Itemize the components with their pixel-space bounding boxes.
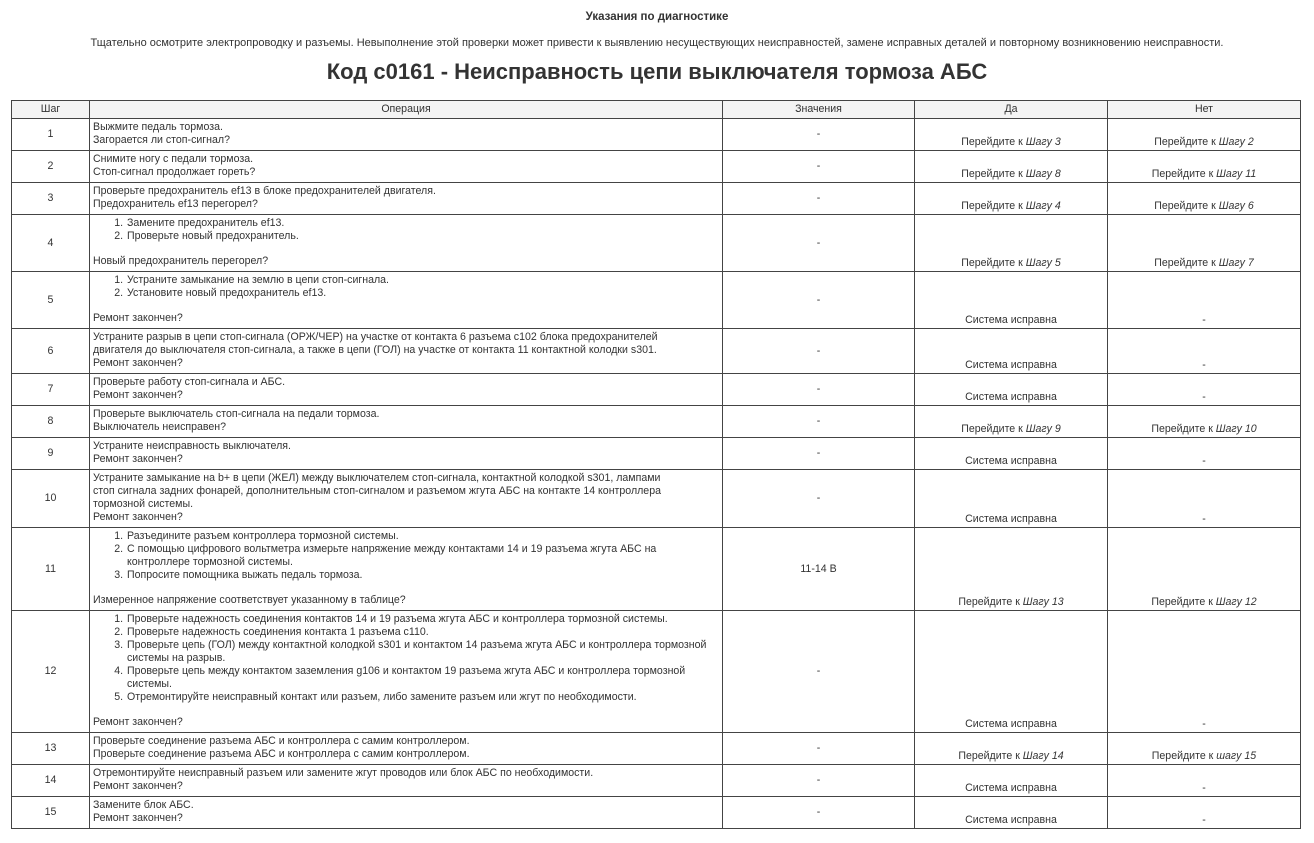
operation-line: Отремонтируйте неисправный разъем или замените жгут проводов или блок АБС по необходимости.: [93, 767, 594, 779]
value-cell: -: [723, 215, 915, 272]
yes-cell: Система исправна: [915, 611, 1108, 733]
operation-cell: [90, 765, 723, 797]
value-cell: -: [723, 733, 915, 765]
yes-cell: Система исправна: [915, 765, 1108, 797]
operation-list-item: 3. Попросите помощника выжать педаль тормоза.: [126, 569, 719, 582]
table-row: [12, 797, 1301, 829]
no-goto-label: Перейдите к: [1154, 136, 1219, 148]
no-goto-step-link[interactable]: Шагу 6: [1218, 200, 1254, 212]
step-number: 5: [12, 272, 90, 329]
step-number: 15: [12, 797, 90, 829]
operation-cell: [90, 215, 723, 272]
operation-question: Ремонт закончен?: [93, 312, 183, 324]
column-header-yes: Да: [915, 101, 1108, 119]
table-row: [12, 151, 1301, 183]
yes-goto-step-link[interactable]: Шагу 3: [1025, 136, 1061, 148]
page-title: Код c0161 - Неисправность цепи выключателя тормоза АБС: [326, 59, 988, 84]
value-cell: -: [723, 765, 915, 797]
table-row: [12, 272, 1301, 329]
operation-line: Устраните неисправность выключателя.: [93, 440, 291, 452]
no-cell: -: [1108, 470, 1301, 528]
operation-line: Ремонт закончен?: [93, 511, 183, 523]
value-cell: -: [723, 611, 915, 733]
yes-cell: Система исправна: [915, 272, 1108, 329]
yes-cell: [915, 528, 1108, 611]
operation-cell: [90, 151, 723, 183]
operation-line: Проверьте соединение разъема АБС и контроллера с самим контроллером.: [93, 748, 470, 760]
table-row: [12, 765, 1301, 797]
yes-goto-label: Перейдите к: [958, 596, 1023, 608]
step-number: 1: [12, 119, 90, 151]
yes-goto-label: Перейдите к: [961, 257, 1026, 269]
table-header-row: [12, 101, 1301, 119]
step-number: 7: [12, 374, 90, 406]
table-row: [12, 528, 1301, 611]
no-cell: -: [1108, 765, 1301, 797]
value-cell: -: [723, 272, 915, 329]
operation-line: Ремонт закончен?: [93, 357, 183, 369]
step-number: 2: [12, 151, 90, 183]
operation-cell: [90, 733, 723, 765]
step-number: 10: [12, 470, 90, 528]
operation-list-item: 1. Разъедините разъем контроллера тормозной системы.: [126, 530, 719, 543]
operation-steps-list: [93, 530, 719, 582]
yes-cell: [915, 183, 1108, 215]
no-cell: [1108, 119, 1301, 151]
operation-cell: [90, 183, 723, 215]
operation-list-item: 2. Проверьте надежность соединения контакта 1 разъема c110.: [126, 626, 719, 639]
operation-line: Устраните замыкание на b+ в цепи (ЖЕЛ) между выключателем стоп-сигнала, контактной колодкой s301, лампами: [93, 472, 661, 484]
no-goto-step-link[interactable]: Шагу 7: [1218, 257, 1254, 269]
operation-list-item: 4. Проверьте цепь между контактом заземления g106 и контактом 19 разъема жгута АБС и контроллера тормозной системы.: [126, 665, 719, 691]
no-cell: [1108, 406, 1301, 438]
yes-goto-step-link[interactable]: Шагу 13: [1022, 596, 1064, 608]
no-cell: -: [1108, 611, 1301, 733]
yes-cell: [915, 733, 1108, 765]
step-number: 3: [12, 183, 90, 215]
value-cell: -: [723, 438, 915, 470]
operation-list-item: 5. Отремонтируйте неисправный контакт или разъем, либо замените разъем или жгут по необходимости.: [126, 691, 719, 704]
step-number: 6: [12, 329, 90, 374]
operation-line: Проверьте соединение разъема АБС и контроллера с самим контроллером.: [93, 735, 470, 747]
yes-cell: Система исправна: [915, 797, 1108, 829]
table-row: [12, 438, 1301, 470]
operation-line: Снимите ногу с педали тормоза.: [93, 153, 254, 165]
no-goto-step-link[interactable]: Шагу 12: [1215, 596, 1257, 608]
operation-cell: [90, 329, 723, 374]
operation-cell: [90, 406, 723, 438]
table-row: [12, 406, 1301, 438]
yes-goto-label: Перейдите к: [958, 750, 1023, 762]
no-cell: -: [1108, 374, 1301, 406]
yes-cell: [915, 119, 1108, 151]
no-cell: -: [1108, 438, 1301, 470]
table-row: [12, 374, 1301, 406]
operation-line: Выключатель неисправен?: [93, 421, 227, 433]
value-cell: -: [723, 406, 915, 438]
column-header-no: Нет: [1108, 101, 1301, 119]
no-goto-label: Перейдите к: [1151, 596, 1216, 608]
no-cell: -: [1108, 272, 1301, 329]
operation-line: Ремонт закончен?: [93, 453, 183, 465]
yes-goto-step-link[interactable]: Шагу 8: [1025, 168, 1061, 180]
table-row: [12, 215, 1301, 272]
operation-line: Устраните разрыв в цепи стоп-сигнала (ОРЖ/ЧЕР) на участке от контакта 6 разъема c102 блока предохранителей: [93, 331, 658, 343]
operation-cell: [90, 470, 723, 528]
no-cell: -: [1108, 797, 1301, 829]
yes-cell: Система исправна: [915, 470, 1108, 528]
no-goto-step-link[interactable]: Шагу 11: [1216, 168, 1257, 180]
operation-line: Загорается ли стоп-сигнал?: [93, 134, 230, 146]
step-number: 11: [12, 528, 90, 611]
value-cell: -: [723, 119, 915, 151]
no-goto-step-link[interactable]: Шагу 2: [1218, 136, 1254, 148]
value-cell: 11-14 В: [723, 528, 915, 611]
yes-goto-label: Перейдите к: [961, 200, 1026, 212]
operation-steps-list: [93, 217, 719, 243]
no-goto-label: Перейдите к: [1151, 750, 1217, 762]
step-number: 8: [12, 406, 90, 438]
no-cell: [1108, 733, 1301, 765]
value-cell: -: [723, 374, 915, 406]
operation-line: Проверьте выключатель стоп-сигнала на педали тормоза.: [93, 408, 380, 420]
value-cell: -: [723, 329, 915, 374]
no-cell: [1108, 528, 1301, 611]
operation-cell: [90, 119, 723, 151]
step-number: 12: [12, 611, 90, 733]
no-goto-label: Перейдите к: [1154, 257, 1219, 269]
operation-list-item: 1. Устраните замыкание на землю в цепи стоп-сигнала.: [126, 274, 719, 287]
step-number: 14: [12, 765, 90, 797]
operation-cell: [90, 528, 723, 611]
no-goto-label: Перейдите к: [1151, 168, 1217, 180]
operation-cell: [90, 272, 723, 329]
operation-line: Ремонт закончен?: [93, 780, 183, 792]
column-header-operation: Операция: [90, 101, 723, 119]
yes-goto-label: Перейдите к: [961, 168, 1026, 180]
yes-cell: Система исправна: [915, 329, 1108, 374]
no-cell: [1108, 151, 1301, 183]
operation-cell: [90, 438, 723, 470]
no-goto-step-link[interactable]: Шагу 10: [1215, 423, 1257, 435]
operation-question: Ремонт закончен?: [93, 716, 183, 728]
table-row: [12, 733, 1301, 765]
operation-line: Выжмите педаль тормоза.: [93, 121, 223, 133]
yes-goto-step-link[interactable]: Шагу 5: [1025, 257, 1061, 269]
operation-line: Предохранитель ef13 перегорел?: [93, 198, 258, 210]
operation-list-item: 2. Установите новый предохранитель ef13.: [126, 287, 719, 300]
operation-line: Замените блок АБС.: [93, 799, 194, 811]
table-row: [12, 183, 1301, 215]
table-row: [12, 119, 1301, 151]
diagnostic-table: [11, 100, 1301, 829]
operation-question: Новый предохранитель перегорел?: [93, 255, 269, 267]
yes-goto-step-link[interactable]: Шагу 4: [1025, 200, 1061, 212]
operation-line: Стоп-сигнал продолжает гореть?: [93, 166, 256, 178]
operation-list-item: 1. Замените предохранитель ef13.: [126, 217, 719, 230]
value-cell: -: [723, 797, 915, 829]
column-header-step: Шаг: [12, 101, 90, 119]
table-row: [12, 470, 1301, 528]
yes-goto-step-link[interactable]: Шагу 14: [1022, 750, 1064, 762]
operation-list-item: 2. Проверьте новый предохранитель.: [126, 230, 719, 243]
yes-cell: Система исправна: [915, 438, 1108, 470]
yes-goto-step-link[interactable]: Шагу 9: [1025, 423, 1061, 435]
no-goto-label: Перейдите к: [1154, 200, 1219, 212]
no-goto-label: Перейдите к: [1151, 423, 1216, 435]
operation-line: Проверьте работу стоп-сигнала и АБС.: [93, 376, 286, 388]
table-row: [12, 329, 1301, 374]
yes-cell: Система исправна: [915, 374, 1108, 406]
yes-goto-label: Перейдите к: [961, 423, 1026, 435]
yes-cell: [915, 151, 1108, 183]
step-number: 4: [12, 215, 90, 272]
operation-list-item: 2. С помощью цифрового вольтметра измерьте напряжение между контактами 14 и 19 разъема жгута АБС на контроллере тормозной системы.: [126, 543, 719, 569]
no-cell: -: [1108, 329, 1301, 374]
value-cell: -: [723, 151, 915, 183]
operation-line: Ремонт закончен?: [93, 389, 183, 401]
operation-line: стоп сигнала задних фонарей, дополнительным стоп-сигналом и разъемом жгута АБС на контакте 14 контроллера: [93, 485, 661, 497]
table-row: [12, 611, 1301, 733]
operation-cell: [90, 611, 723, 733]
step-number: 13: [12, 733, 90, 765]
operation-list-item: 1. Проверьте надежность соединения контактов 14 и 19 разъема жгута АБС и контроллера тормозной системы.: [126, 613, 719, 626]
step-number: 9: [12, 438, 90, 470]
value-cell: -: [723, 183, 915, 215]
value-cell: -: [723, 470, 915, 528]
section-heading: Указания по диагностике: [585, 11, 729, 23]
yes-cell: [915, 215, 1108, 272]
no-cell: [1108, 183, 1301, 215]
warning-note: Тщательно осмотрите электропроводку и разъемы. Невыполнение этой проверки может привести к выявлению несуществующих неисправностей, замене исправных деталей и повторному возникновению неисправности.: [90, 37, 1224, 49]
operation-list-item: 3. Проверьте цепь (ГОЛ) между контактной колодкой s301 и контактом 14 разъема жгута АБС и контроллера тормозной системы на разрыв.: [126, 639, 719, 665]
operation-line: Проверьте предохранитель ef13 в блоке предохранителей двигателя.: [93, 185, 436, 197]
no-cell: [1108, 215, 1301, 272]
operation-line: тормозной системы.: [93, 498, 194, 510]
no-goto-step-link[interactable]: шагу 15: [1216, 750, 1257, 762]
operation-question: Измеренное напряжение соответствует указанному в таблице?: [93, 594, 406, 606]
operation-line: Ремонт закончен?: [93, 812, 183, 824]
column-header-values: Значения: [723, 101, 915, 119]
operation-steps-list: [93, 274, 719, 300]
yes-cell: [915, 406, 1108, 438]
operation-cell: [90, 797, 723, 829]
operation-cell: [90, 374, 723, 406]
operation-line: двигателя до выключателя стоп-сигнала, а также в цепи (ГОЛ) на участке от контакта 11 контактной колодки s301.: [93, 344, 657, 356]
operation-steps-list: [93, 613, 719, 704]
yes-goto-label: Перейдите к: [961, 136, 1026, 148]
